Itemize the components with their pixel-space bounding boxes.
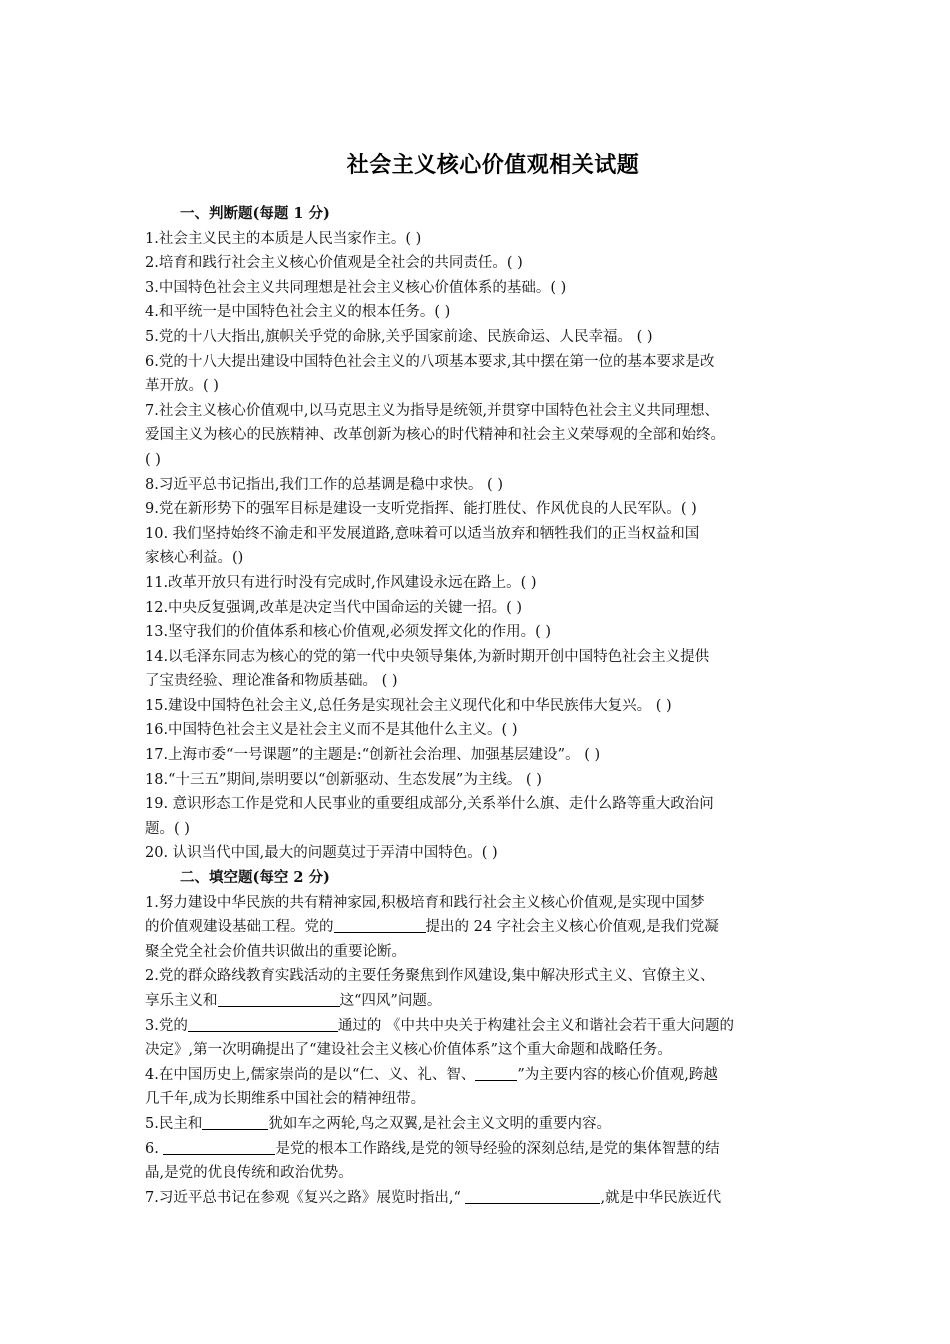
question-line: 15.建设中国特色社会主义,总任务是实现社会主义现代化和中华民族伟大复兴。 ( )	[145, 697, 672, 714]
section-heading-judgement: 一、判断题(每题 1 分)	[180, 205, 330, 222]
line-text-before-blank: 3.党的	[145, 1017, 188, 1034]
answer-blank[interactable]	[465, 1187, 600, 1204]
fill-question-line	[145, 1014, 815, 1039]
document-body	[145, 202, 815, 1210]
fill-question-line	[145, 1137, 815, 1162]
fill-blank-questions	[145, 891, 815, 1211]
question-line: 20. 认识当代中国,最大的问题莫过于弄清中国特色。( )	[145, 845, 498, 862]
line-text-after-blank: 是党的根本工作路线,是党的领导经验的深刻总结,是党的集体智慧的结	[275, 1140, 720, 1157]
answer-blank[interactable]	[218, 990, 340, 1007]
fill-question-line	[145, 989, 815, 1014]
question-line: 4.和平统一是中国特色社会主义的根本任务。( )	[145, 304, 451, 321]
fill-question-line: 聚全党全社会价值共识做出的重要论断。	[145, 943, 406, 960]
fill-question-line	[145, 915, 815, 940]
line-text-after-blank: 提出的 24 字社会主义核心价值观,是我们党凝	[425, 919, 719, 936]
line-text-after-blank: ”为主要内容的核心价值观,跨越	[517, 1066, 718, 1083]
fill-question-line: 晶,是党的优良传统和政治优势。	[145, 1165, 353, 1182]
question-line: 9.党在新形势下的强军目标是建设一支听党指挥、能打胜仗、作风优良的人民军队。( )	[145, 501, 697, 518]
question-line: 14.以毛泽东同志为核心的党的第一代中央领导集体,为新时期开创中国特色社会主义提供	[145, 648, 710, 665]
line-text-after-blank: ,就是中华民族近代	[600, 1189, 722, 1206]
question-line: 10. 我们坚持始终不渝走和平发展道路,意味着可以适当放弃和牺牲我们的正当权益和国	[145, 525, 700, 542]
document-title: 社会主义核心价值观相关试题	[346, 152, 640, 178]
question-line: 19. 意识形态工作是党和人民事业的重要组成部分,关系举什么旗、走什么路等重大政治问	[145, 796, 714, 813]
fill-question-line	[145, 1186, 815, 1211]
question-line: 18.“十三五”期间,崇明要以“创新驱动、生态发展”为主线。 ( )	[145, 771, 542, 788]
fill-question-line	[145, 1063, 815, 1088]
judgement-questions	[145, 227, 815, 866]
question-line: 16.中国特色社会主义是社会主义而不是其他什么主义。( )	[145, 722, 518, 739]
answer-blank[interactable]	[163, 1138, 275, 1155]
answer-blank[interactable]	[475, 1064, 517, 1081]
fill-question-line: 几千年,成为长期维系中国社会的精神纽带。	[145, 1091, 426, 1108]
question-line: 3.中国特色社会主义共同理想是社会主义核心价值体系的基础。( )	[145, 279, 567, 296]
fill-question-line: 决定》,第一次明确提出了“建设社会主义核心价值体系”这个重大命题和战略任务。	[145, 1042, 672, 1059]
question-line: 13.坚守我们的价值体系和核心价值观,必须发挥文化的作用。( )	[145, 624, 552, 641]
line-text-before-blank: 6.	[145, 1140, 164, 1157]
question-line: 爱国主义为核心的民族精神、改革创新为核心的时代精神和社会主义荣辱观的全部和始终。	[145, 427, 725, 444]
question-line: 2.培育和践行社会主义核心价值观是全社会的共同责任。( )	[145, 255, 523, 272]
answer-blank[interactable]	[202, 1113, 268, 1130]
answer-blank[interactable]	[188, 1015, 338, 1032]
question-line: 了宝贵经验、理论准备和物质基础。 ( )	[145, 673, 398, 690]
line-text-before-blank: 5.民主和	[145, 1115, 203, 1132]
line-text-before-blank: 4.在中国历史上,儒家崇尚的是以“仁、义、礼、智、	[145, 1066, 476, 1083]
question-line: 5.党的十八大指出,旗帜关乎党的命脉,关乎国家前途、民族命运、人民幸福。 ( )	[145, 328, 653, 345]
question-line: 6.党的十八大提出建设中国特色社会主义的八项基本要求,其中摆在第一位的基本要求是改	[145, 353, 715, 370]
question-line: ( )	[145, 451, 161, 468]
question-line: 题。( )	[145, 820, 190, 837]
line-text-before-blank: 7.习近平总书记在参观《复兴之路》展览时指出,“	[145, 1189, 466, 1206]
line-text-after-blank: 通过的 《中共中央关于构建社会主义和谐社会若干重大问题的	[337, 1017, 734, 1034]
line-text-before-blank: 享乐主义和	[145, 993, 218, 1009]
line-text-before-blank: 的价值观建设基础工程。党的	[145, 919, 334, 936]
question-line: 17.上海市委“一号课题”的主题是:“创新社会治理、加强基层建设”。 ( )	[145, 747, 601, 764]
question-line: 12.中央反复强调,改革是决定当代中国命运的关键一招。( )	[145, 599, 523, 616]
question-line: 家核心利益。()	[145, 550, 244, 567]
question-line: 8.习近平总书记指出,我们工作的总基调是稳中求快。 ( )	[145, 476, 503, 493]
question-line: 革开放。( )	[145, 378, 219, 395]
question-line: 7.社会主义核心价值观中,以马克思主义为指导是统领,并贯穿中国特色社会主义共同理想、	[145, 402, 720, 419]
section-heading-fill-blank: 二、填空题(每空 2 分)	[180, 869, 330, 887]
line-text-after-blank: 这“四风”问题。	[339, 993, 442, 1009]
fill-question-line: 1.努力建设中华民族的共有精神家园,积极培育和践行社会主义核心价值观,是实现中国梦	[145, 894, 705, 911]
question-line: 1.社会主义民主的本质是人民当家作主。( )	[145, 230, 422, 247]
line-text-after-blank: 犹如车之两轮,鸟之双翼,是社会主义文明的重要内容。	[268, 1115, 612, 1132]
fill-question-line: 2.党的群众路线教育实践活动的主要任务聚焦到作风建设,集中解决形式主义、官僚主义、	[145, 968, 715, 985]
fill-question-line	[145, 1112, 815, 1137]
question-line: 11.改革开放只有进行时没有完成时,作风建设永远在路上。( )	[145, 574, 537, 591]
answer-blank[interactable]	[334, 916, 426, 933]
